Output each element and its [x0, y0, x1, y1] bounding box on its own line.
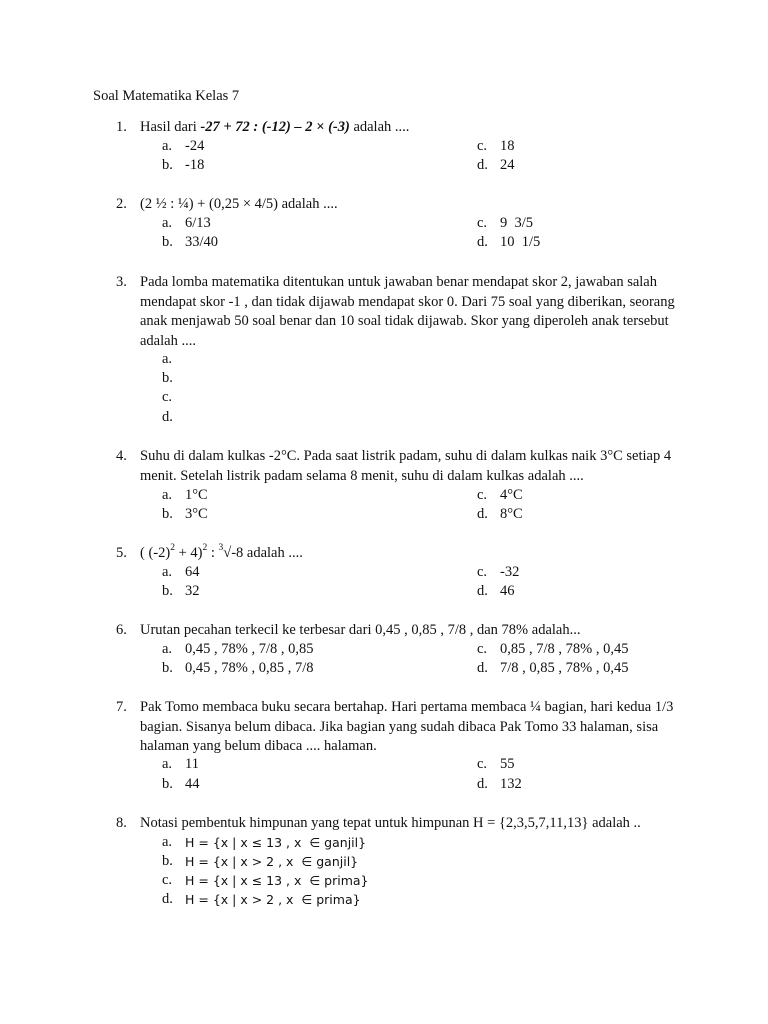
question-text: Pak Tomo membaca buku secara bertahap. Hari pertama membaca ¼ bagian, hari kedua 1/3 bagian. Sisanya belum dibaca. Jika bagian yang sudah dibaca Pak Tomo 33 halaman, sisa halaman yang belum dibaca .... halaman.: [140, 699, 674, 754]
question-number: 1.: [116, 119, 127, 135]
option-1b: b. -18: [162, 157, 205, 173]
option-3d: d.: [162, 409, 173, 425]
question-text: Notasi pembentuk himpunan yang tepat untuk himpunan H = {2,3,5,7,11,13} adalah ..: [140, 815, 641, 831]
option-5c: c. -32: [477, 564, 520, 580]
question-number: 2.: [116, 196, 127, 212]
option-2b: b. 33/40: [162, 234, 219, 250]
option-7d: d. 132: [477, 776, 522, 792]
option-8a: a. H = {x | x ≤ 13 , x ∈ ganjil}: [162, 834, 367, 850]
option-6a: a. 0,45 , 78% , 7/8 , 0,85: [162, 641, 314, 657]
question-4: [116, 447, 681, 486]
option-5b: b. 32: [162, 583, 200, 599]
question-2: [116, 195, 696, 215]
page-title: Soal Matematika Kelas 7: [93, 88, 240, 104]
question-number: 6.: [116, 622, 127, 638]
option-7c: c. 55: [477, 756, 515, 772]
question-8: [116, 814, 716, 834]
option-2c: c. 9 3/5: [477, 215, 534, 231]
question-number: 7.: [116, 699, 127, 715]
option-2d: d. 10 1/5: [477, 234, 541, 250]
question-text: Hasil dari -27 + 72 : (-12) – 2 × (-3) adalah ....: [140, 119, 410, 135]
option-4d: d. 8°C: [477, 506, 523, 522]
option-4a: a. 1°C: [162, 487, 208, 503]
option-3a: a.: [162, 351, 173, 367]
option-1c: c. 18: [477, 138, 515, 154]
option-4b: b. 3°C: [162, 506, 208, 522]
option-1a: a. -24: [162, 138, 205, 154]
question-5: [116, 544, 696, 564]
question-text: Pada lomba matematika ditentukan untuk jawaban benar mendapat skor 2, jawaban salah mendapat skor -1 , dan tidak dijawab mendapat skor 0. Dari 75 soal yang diberikan, seorang anak menjawab 50 soal benar dan 10 soal tidak dijawab. Skor yang diperoleh anak tersebut adalah ....: [140, 274, 675, 349]
question-text: (2 ½ : ¼) + (0,25 × 4/5) adalah ....: [140, 196, 338, 212]
question-3: [116, 273, 686, 351]
question-number: 4.: [116, 448, 127, 464]
option-7b: b. 44: [162, 776, 200, 792]
question-expression: -27 + 72 : (-12) – 2 × (-3): [200, 119, 350, 135]
option-6d: d. 7/8 , 0,85 , 78% , 0,45: [477, 660, 629, 676]
option-1d: d. 24: [477, 157, 515, 173]
option-5d: d. 46: [477, 583, 515, 599]
option-4c: c. 4°C: [477, 487, 523, 503]
option-2a: a. 6/13: [162, 215, 211, 231]
option-8d: d. H = {x | x > 2 , x ∈ prima}: [162, 891, 361, 907]
question-6: [116, 621, 696, 641]
option-8b: b. H = {x | x > 2 , x ∈ ganjil}: [162, 853, 359, 869]
option-3b: b.: [162, 370, 173, 386]
question-text: Suhu di dalam kulkas -2°C. Pada saat listrik padam, suhu di dalam kulkas naik 3°C setiap 4 menit. Setelah listrik padam selama 8 menit, suhu di dalam kulkas adalah ....: [140, 448, 672, 484]
question-7: [116, 698, 681, 757]
option-3c: c.: [162, 389, 173, 405]
question-number: 8.: [116, 815, 127, 831]
question-text: ( $(-2)^2 + 4)^2$ : $^3$√-8 adalah ....: [140, 543, 303, 561]
question-text: Urutan pecahan terkecil ke terbesar dari 0,45 , 0,85 , 7/8 , dan 78% adalah...: [140, 622, 581, 638]
question-number: 3.: [116, 274, 127, 290]
option-8c: c. H = {x | x ≤ 13 , x ∈ prima}: [162, 872, 369, 888]
option-7a: a. 11: [162, 756, 199, 772]
option-6c: c. 0,85 , 7/8 , 78% , 0,45: [477, 641, 629, 657]
option-6b: b. 0,45 , 78% , 0,85 , 7/8: [162, 660, 314, 676]
question-number: 5.: [116, 545, 127, 561]
option-5a: a. 64: [162, 564, 200, 580]
question-1: [116, 118, 696, 138]
